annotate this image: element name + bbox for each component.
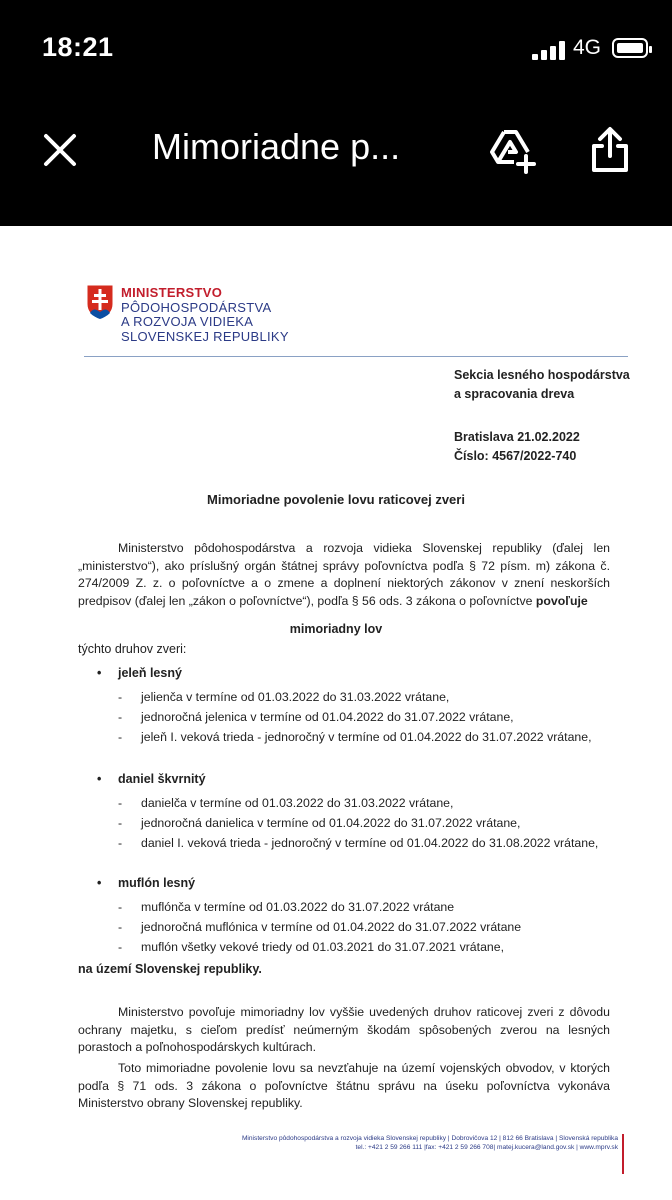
list-item: - daniel I. veková trieda - jednoročný v termíne od 01.04.2022 do 31.08.2022 vrátane, <box>118 836 598 850</box>
intro-paragraph <box>78 540 610 610</box>
document-footer <box>200 1134 618 1152</box>
intro-text: Ministerstvo pôdohospodárstva a rozvoja vidieka Slovenskej republiky (ďalej len „ministerstvo“), ako príslušný orgán štátnej správy poľovníctva podľa § 72 písm. m) zákona č. 274/2009 Z. z. o poľovníctve a o zmene a doplnení niektorých zákonov v znení neskorších predpisov (ďalej len „zákon o poľovníctve“), podľa § 56 ods. 3 zákona o poľovníctve <box>78 541 610 608</box>
share-icon[interactable] <box>590 126 630 174</box>
battery-icon <box>612 38 648 58</box>
logo-line-2: PÔDOHOSPODÁRSTVA <box>121 299 272 315</box>
clock: 18:21 <box>42 32 114 62</box>
logo-line-4: SLOVENSKEJ REPUBLIKY <box>121 328 289 344</box>
purpose-paragraph: Ministerstvo povoľuje mimoriadny lov vyššie uvedených druhov raticovej zveri z dôvodu ochrany majetku, s cieľom predísť neúmerným škodám spôsobených zverou na lesných porastoch a poľnohospodárskych kultúrach. <box>78 1005 610 1054</box>
list-item: - danielča v termíne od 01.03.2022 do 31.03.2022 vrátane, <box>118 796 453 810</box>
intro-bold: povoľuje <box>535 593 588 608</box>
document-page[interactable] <box>0 226 672 1200</box>
slovak-coat-of-arms-logo <box>86 284 114 320</box>
close-icon[interactable] <box>42 132 78 168</box>
logo-line-1: MINISTERSTVO <box>121 285 223 300</box>
exclusion-paragraph: Toto mimoriadne povolenie lovu sa nevzťahuje na území vojenských obvodov, v ktorých podľa § 71 ods. 3 zákona o poľovníctve štátnu správu na úseku poľovníctva vykonáva Ministerstvo obrany Slovenskej republiky. <box>78 1061 610 1110</box>
footer-contact: tel.: +421 2 59 266 111 |fax: +421 2 59 266 708| matej.kucera@land.gov.sk | www.mprv.sk <box>355 1144 618 1151</box>
section-name <box>454 366 630 404</box>
list-item: - jelienča v termíne od 01.03.2022 do 31.03.2022 vrátane, <box>118 690 449 704</box>
species-intro: týchto druhov zveri: <box>78 642 187 656</box>
list-item: - jednoročná danielica v termíne od 01.04.2022 do 31.07.2022 vrátane, <box>118 816 520 830</box>
territory-line: na území Slovenskej republiky. <box>78 962 262 976</box>
mimoriadny-lov-heading: mimoriadny lov <box>289 622 383 636</box>
list-item: - muflónča v termíne od 01.03.2022 do 31.07.2022 vrátane <box>118 900 454 914</box>
section-line-2: a spracovania dreva <box>454 387 575 401</box>
date: Bratislava 21.02.2022 <box>454 430 580 444</box>
date-block <box>454 428 580 466</box>
list-item: - jednoročná muflónica v termíne od 01.04.2022 do 31.07.2022 vrátane <box>118 920 521 934</box>
list-item: - jeleň I. veková trieda - jednoročný v termíne od 01.04.2022 do 31.07.2022 vrátane, <box>118 730 592 744</box>
top-navigation-bar <box>0 100 672 210</box>
header-divider <box>84 356 628 357</box>
ministry-logo-text <box>121 286 289 344</box>
add-to-drive-icon[interactable] <box>488 128 538 174</box>
document-title: Mimoriadne p... <box>152 126 401 167</box>
list-item: - jednoročná jelenica v termíne od 01.04.2022 do 31.07.2022 vrátane, <box>118 710 514 724</box>
group-heading: • muflón lesný <box>100 876 195 890</box>
footer-accent-bar <box>622 1134 624 1174</box>
status-bar <box>0 0 672 100</box>
logo-line-3: A ROZVOJA VIDIEKA <box>121 314 254 329</box>
network-type: 4G <box>573 36 602 59</box>
group-heading: • daniel škvrnitý <box>100 772 206 786</box>
footer-address: Ministerstvo pôdohospodárstva a rozvoja vidieka Slovenskej republiky | Dobrovičova 12 | 812 66 Bratislava | Slovenská republika <box>241 1135 618 1142</box>
list-item: - muflón všetky vekové triedy od 01.03.2021 do 31.07.2021 vrátane, <box>118 940 504 954</box>
signal-icon <box>532 40 566 60</box>
group-heading: • jeleň lesný <box>100 666 182 680</box>
reference-number: Číslo: 4567/2022-740 <box>454 449 577 463</box>
section-line-1: Sekcia lesného hospodárstva <box>454 368 630 382</box>
document-heading: Mimoriadne povolenie lovu raticovej zveri <box>207 492 465 507</box>
